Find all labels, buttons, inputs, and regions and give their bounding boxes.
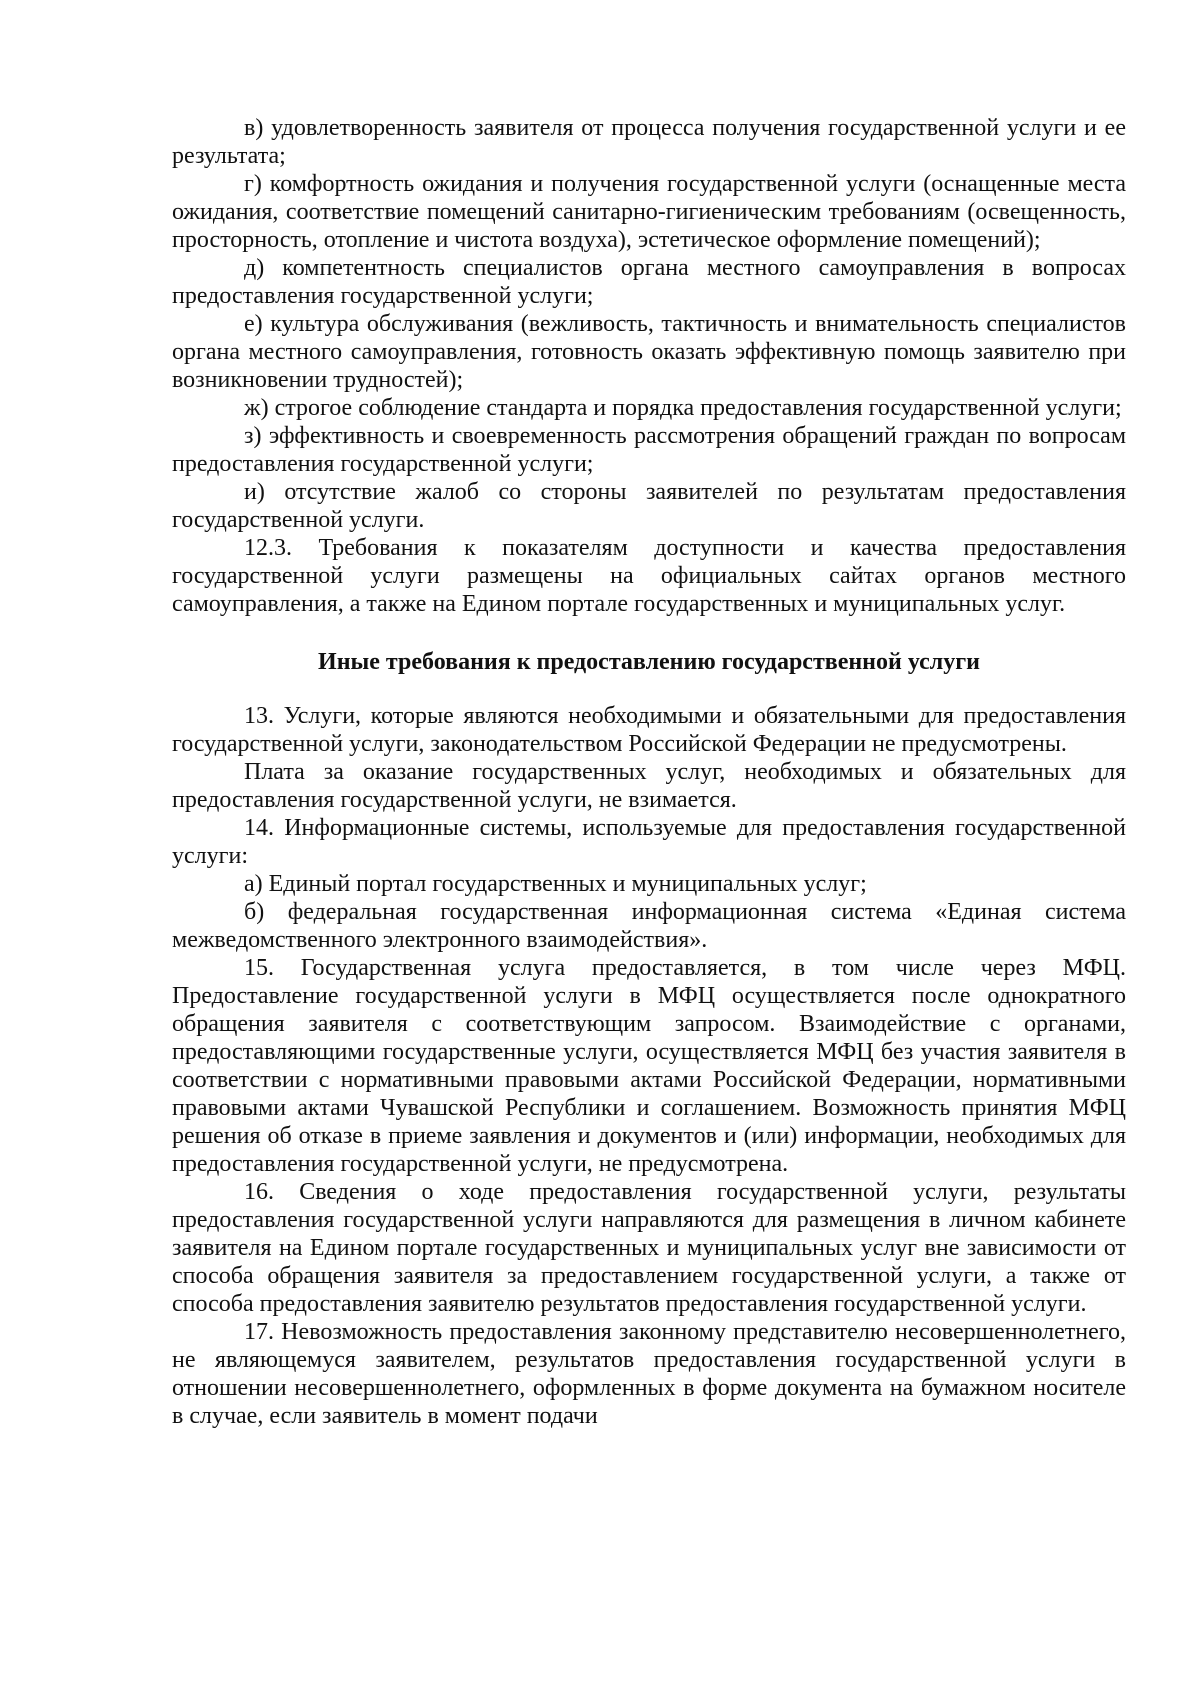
paragraph-15: 15. Государственная услуга предоставляется, в том числе через МФЦ. Предоставление государственной услуги в МФЦ осуществляется после однократного обращения заявителя с соответствующим запросом. Взаимодействие с органами, предоставляющими государственные услуги, осуществляется МФЦ без участия заявителя в соответствии с нормативными правовыми актами Российской Федерации, нормативными правовыми актами Чувашской Республики и соглашением. Возможность принятия МФЦ решения об отказе в приеме заявления и документов и (или) информации, необходимых для предоставления государственной услуги, не предусмотрена. (172, 955, 1126, 1177)
paragraph-item-v: в) удовлетворенность заявителя от процесса получения государственной услуги и ее результата; (172, 115, 1126, 169)
paragraph-item-d: д) компетентность специалистов органа местного самоуправления в вопросах предоставления государственной услуги; (172, 255, 1126, 309)
paragraph-16: 16. Сведения о ходе предоставления государственной услуги, результаты предоставления государственной услуги направляются для размещения в личном кабинете заявителя на Едином портале государственных и муниципальных услуг вне зависимости от способа обращения заявителя за предоставлением государственной услуги, а также от способа предоставления заявителю результатов предоставления государственной услуги. (172, 1179, 1126, 1317)
paragraph-item-z: з) эффективность и своевременность рассмотрения обращений граждан по вопросам предоставления государственной услуги; (172, 423, 1126, 477)
paragraph-fee: Плата за оказание государственных услуг, необходимых и обязательных для предоставления государственной услуги, не взимается. (172, 759, 1126, 813)
paragraph-item-g: г) комфортность ожидания и получения государственной услуги (оснащенные места ожидания, соответствие помещений санитарно-гигиеническим требованиям (освещенность, просторность, отопление и чистота воздуха), эстетическое оформление помещений); (172, 171, 1126, 253)
paragraph-12-3: 12.3. Требования к показателям доступности и качества предоставления государственной услуги размещены на официальных сайтах органов местного самоуправления, а также на Едином портале государственных и муниципальных услуг. (172, 535, 1126, 617)
paragraph-14: 14. Информационные системы, используемые для предоставления государственной услуги: (172, 815, 1126, 869)
paragraph-item-e: е) культура обслуживания (вежливость, тактичность и внимательность специалистов органа местного самоуправления, готовность оказать эффективную помощь заявителю при возникновении трудностей); (172, 311, 1126, 393)
section-heading: Иные требования к предоставлению государственной услуги (318, 649, 980, 675)
paragraph-14-a: а) Единый портал государственных и муниципальных услуг; (244, 871, 867, 897)
paragraph-13: 13. Услуги, которые являются необходимыми и обязательными для предоставления государственной услуги, законодательством Российской Федерации не предусмотрены. (172, 703, 1126, 757)
paragraph-item-i: и) отсутствие жалоб со стороны заявителей по результатам предоставления государственной услуги. (172, 479, 1126, 533)
paragraph-17: 17. Невозможность предоставления законному представителю несовершеннолетнего, не являющемуся заявителем, результатов предоставления государственной услуги в отношении несовершеннолетнего, оформленных в форме документа на бумажном носителе в случае, если заявитель в момент подачи (172, 1319, 1126, 1429)
document-page (172, 114, 1126, 1430)
paragraph-item-zh: ж) строгое соблюдение стандарта и порядка предоставления государственной услуги; (244, 395, 1122, 421)
paragraph-14-b: б) федеральная государственная информационная система «Единая система межведомственного электронного взаимодействия». (172, 899, 1126, 953)
